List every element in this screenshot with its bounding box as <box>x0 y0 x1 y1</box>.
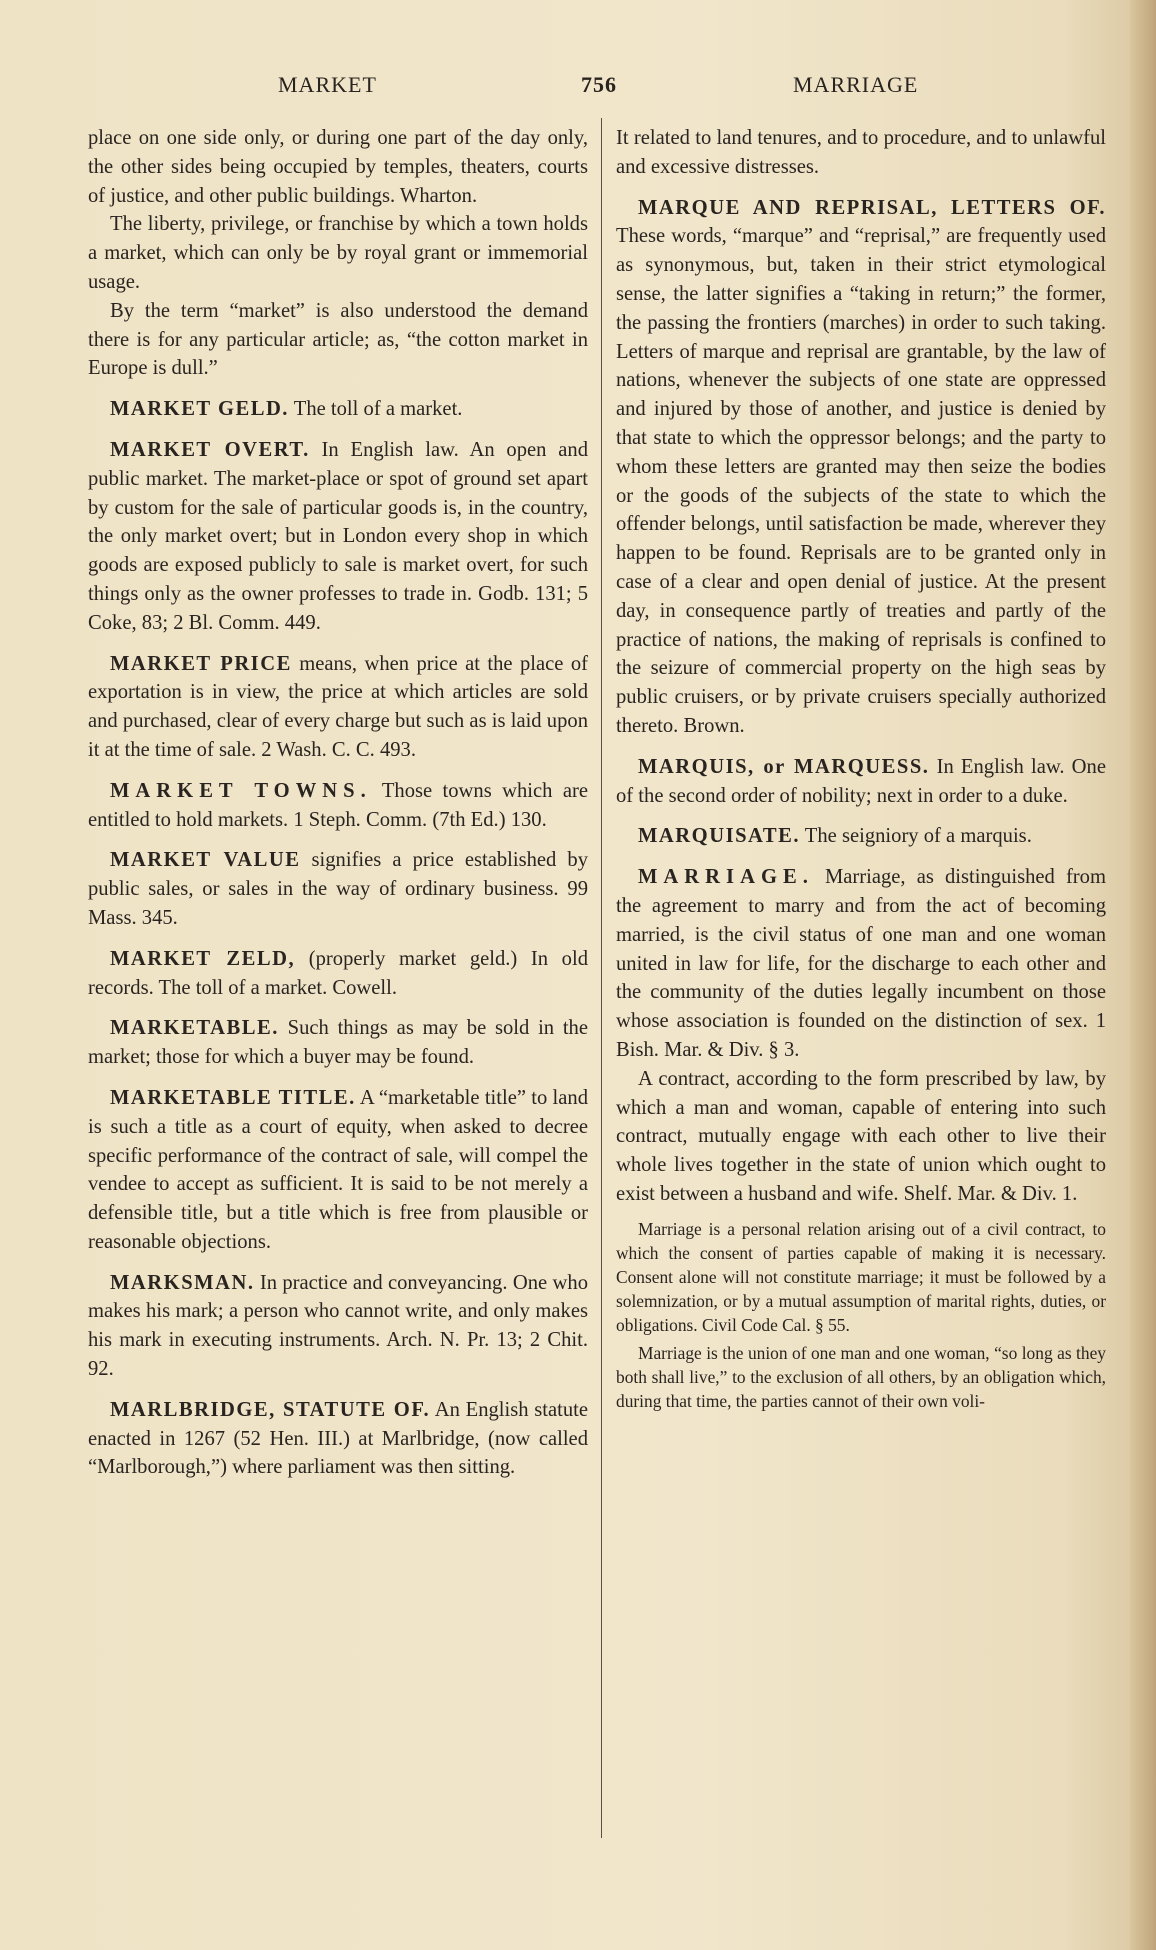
entry-term: MARKET OVERT. <box>110 438 310 461</box>
entry-term: MARLBRIDGE, STATUTE OF. <box>110 1398 431 1421</box>
continuation-entry <box>88 124 588 383</box>
page-number: 756 <box>581 72 617 97</box>
entry-term: MARQUISATE. <box>638 825 801 848</box>
right-column <box>616 124 1106 1425</box>
dictionary-entry <box>88 777 588 835</box>
entry-definition: The toll of a market. <box>293 398 463 421</box>
paragraph: The liberty, privilege, or franchise by which a town holds a market, which can only be by royal grant or immemorial usage. <box>88 213 588 293</box>
dictionary-entry <box>88 1084 588 1257</box>
entry-term: MARQUE AND REPRISAL, LETTERS OF. <box>638 196 1106 219</box>
entry-term: MARKET TOWNS. <box>110 779 372 802</box>
entry-term: MARKET GELD. <box>110 398 289 421</box>
entry-term: MARRIAGE. <box>638 866 814 889</box>
entry-definition: In English law. An open and public market. The market-place or spot of ground set apart by custom for the sale of particular goods is, in the country, the only market overt; but in London every shop in which goods are exposed publicly to sale is market overt, for such things only as the owner professes to trade in. Godb. 131; 5 Coke, 83; 2 Bl. Comm. 449. <box>88 438 588 634</box>
header-right-word: MARRIAGE <box>793 72 919 97</box>
paragraph: A contract, according to the form prescribed by law, by which a man and woman, capable of entering into such contract, mutually engage with each other to live their whole lives together in the state of union which ought to exist between a husband and wife. Shelf. Mar. & Div. 1. <box>616 1067 1106 1205</box>
entry-definition: An English statute enacted in 1267 (52 Hen. III.) at Marlbridge, (now called “Marlborough,”) where parliament was then sitting. <box>88 1398 589 1479</box>
entry-term: MARKET VALUE <box>110 849 301 872</box>
entry-definition: Those towns which are entitled to hold markets. 1 Steph. Comm. (7th Ed.) 130. <box>88 779 588 831</box>
entry-definition: In English law. One of the second order of nobility; next in order to a duke. <box>616 755 1106 807</box>
column-divider <box>601 118 602 1838</box>
dictionary-entry <box>88 1396 588 1482</box>
dictionary-entry <box>88 1269 588 1384</box>
dictionary-entry <box>88 650 588 765</box>
continuation-text: place on one side only, or during one part of the day only, the other sides being occupied by temples, theaters, courts of justice, and other public buildings. Wharton. <box>88 127 588 207</box>
dictionary-entry <box>88 436 588 638</box>
entry-term: MARKSMAN. <box>110 1271 255 1294</box>
entry-definition: means, when price at the place of exportation is in view, the price at which articles are sold and purchased, clear of every charge but such as is laid upon it at the time of sale. 2 Wash. C. C. 493. <box>88 652 588 761</box>
header-left-word: MARKET <box>278 72 377 97</box>
entry-definition: These words, “marque” and “reprisal,” are frequently used as synonymous, but, taken in their strict etymological sense, the latter signifies a “taking in return;” the former, the passing the frontiers (marches) in order to such taking. Letters of marque and reprisal are grantable, by the law of nations, whenever the subjects of one state are oppressed and injured by those of another, and justice is denied by that state to which the oppressor belongs; and the party to whom these letters are granted may then seize the bodies or the goods of the subjects of the state to which the offender belongs, until satisfaction be made, wherever they happen to be found. Reprisals are to be granted only in case of a clear and open denial of justice. At the present day, in consequence partly of treaties and partly of the practice of nations, the making of reprisals is confined to the seizure of commercial property on the high seas by public cruisers, or by private cruisers specially authorized thereto. Brown. <box>616 225 1106 737</box>
entry-term: MARKETABLE TITLE. <box>110 1086 356 1109</box>
left-column <box>88 124 588 1494</box>
entry-definition: signifies a price established by public sales, or sales in the way of ordinary business. 99 Mass. 345. <box>88 849 588 929</box>
dictionary-entry <box>88 846 588 932</box>
continuation-entry <box>616 124 1106 182</box>
dictionary-entry <box>88 395 588 424</box>
entry-term: MARQUIS, or MARQUESS. <box>638 755 930 778</box>
entry-definition: In practice and conveyancing. One who makes his mark; a person who cannot write, and only makes his mark in executing instruments. Arch. N. Pr. 13; 2 Chit. 92. <box>88 1271 589 1381</box>
dictionary-entry <box>88 1014 588 1072</box>
dictionary-entry <box>616 822 1106 851</box>
dictionary-entry <box>88 945 588 1003</box>
small-print-notes <box>616 1217 1106 1413</box>
dictionary-entry <box>616 194 1106 741</box>
paragraph: By the term “market” is also understood the demand there is for any particular article; as, “the cotton market in Europe is dull.” <box>88 299 588 380</box>
entry-term: MARKET ZELD, <box>110 947 296 970</box>
entry-definition: (properly market geld.) In old records. The toll of a market. Cowell. <box>88 947 588 999</box>
dictionary-entry <box>616 753 1106 811</box>
note-paragraph: Marriage is the union of one man and one woman, “so long as they both shall live,” to the exclusion of all others, by an obligation which, during that time, the parties cannot of their own voli- <box>616 1342 1106 1411</box>
dictionary-entry <box>616 863 1106 1413</box>
entry-definition: The seigniory of a marquis. <box>804 825 1032 848</box>
entry-definition: A “marketable title” to land is such a title as a court of equity, when asked to decree specific performance of the contract of sale, will compel the vendee to accept as sufficient. It is said to be not merely a defensible title, but a title which is free from plausible or reasonable objections. <box>88 1086 589 1253</box>
entry-definition: Marriage, as distinguished from the agreement to marry and from the act of becoming married, is the civil status of one man and one woman united in law for life, for the discharge to each other and the community of the duties legally incumbent on those whose association is founded on the distinction of sex. 1 Bish. Mar. & Div. § 3. <box>616 866 1106 1061</box>
entry-term: MARKET PRICE <box>110 652 292 675</box>
entry-term: MARKETABLE. <box>110 1017 279 1040</box>
page-edge <box>1130 0 1156 1950</box>
entry-definition: Such things as may be sold in the market; those for which a buyer may be found. <box>88 1017 588 1069</box>
note-paragraph: Marriage is a personal relation arising out of a civil contract, to which the consent of parties capable of making it is necessary. Consent alone will not constitute marriage; it must be followed by a solemnization, or by a mutual assumption of marital rights, duties, or obligations. Civil Code Cal. § 55. <box>616 1218 1106 1335</box>
running-header <box>88 72 1113 102</box>
continuation-text: It related to land tenures, and to procedure, and to unlawful and excessive distresses. <box>616 127 1106 178</box>
